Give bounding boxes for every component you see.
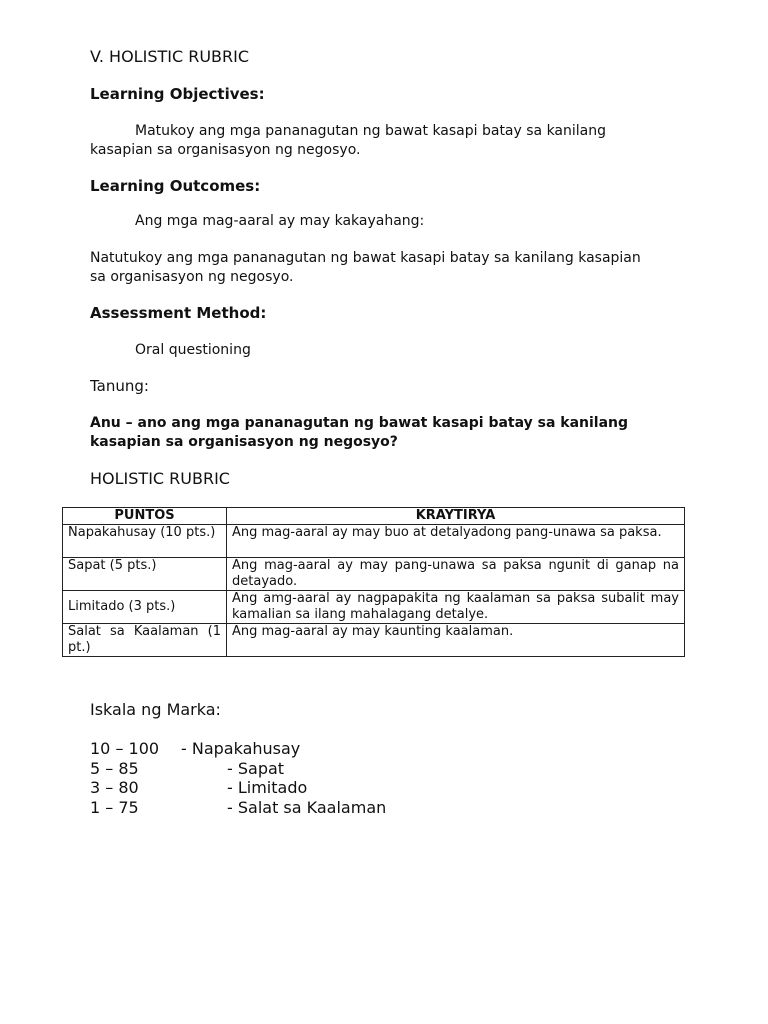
iskala-label: - Salat sa Kaalaman bbox=[227, 798, 387, 817]
rubric-kraytirya-cell: Ang mag-aaral ay may kaunting kaalaman. bbox=[227, 624, 685, 657]
table-row bbox=[63, 591, 685, 624]
learning-objectives-heading: Learning Objectives: bbox=[90, 85, 265, 103]
rubric-kraytirya-cell: Ang mag-aaral ay may buo at detalyadong pang-unawa sa paksa. bbox=[227, 525, 685, 558]
assessment-method-heading: Assessment Method: bbox=[90, 304, 267, 322]
table-row bbox=[63, 558, 685, 591]
rubric-header-puntos: PUNTOS bbox=[63, 508, 227, 525]
rubric-table bbox=[62, 507, 685, 657]
rubric-puntos-cell: Salat sa Kaalaman (1 pt.) bbox=[63, 624, 227, 657]
iskala-label: - Napakahusay bbox=[181, 739, 301, 758]
tanong-label: Tanung: bbox=[90, 377, 149, 395]
rubric-kraytirya-cell: Ang amg-aaral ay nagpapakita ng kaalaman sa paksa subalit may kamalian sa ilang mahalagang detalye. bbox=[227, 591, 685, 624]
iskala-title: Iskala ng Marka: bbox=[90, 700, 221, 719]
rubric-header-row bbox=[63, 508, 685, 525]
rubric-puntos-cell: Limitado (3 pts.) bbox=[63, 591, 227, 624]
table-row bbox=[63, 624, 685, 657]
learning-outcomes-heading: Learning Outcomes: bbox=[90, 177, 261, 195]
learning-outcomes-text: Natutukoy ang mga pananagutan ng bawat kasapi batay sa kanilang kasapian sa organisasyon ng negosyo. bbox=[90, 250, 641, 285]
rubric-puntos-cell: Napakahusay (10 pts.) bbox=[63, 525, 227, 558]
table-row bbox=[63, 525, 685, 558]
rubric-title: HOLISTIC RUBRIC bbox=[90, 469, 230, 488]
iskala-label: - Sapat bbox=[227, 759, 285, 778]
iskala-range: 10 – 100 bbox=[90, 739, 160, 758]
learning-objectives-text: Matukoy ang mga pananagutan ng bawat kasapi batay sa kanilang kasapian sa organisasyon ng negosyo. bbox=[90, 123, 607, 158]
iskala-range: 3 – 80 bbox=[90, 778, 139, 797]
section-title: V. HOLISTIC RUBRIC bbox=[90, 47, 250, 66]
iskala-label: - Limitado bbox=[227, 778, 308, 797]
learning-outcomes-intro: Ang mga mag-aaral ay may kakayahang: bbox=[135, 213, 425, 229]
rubric-puntos-cell: Sapat (5 pts.) bbox=[63, 558, 227, 591]
assessment-method-value: Oral questioning bbox=[135, 342, 251, 358]
question-text: Anu – ano ang mga pananagutan ng bawat kasapi batay sa kanilang kasapian sa organisasyon ng negosyo? bbox=[90, 415, 629, 450]
iskala-range: 5 – 85 bbox=[90, 759, 139, 778]
rubric-header-kraytirya: KRAYTIRYA bbox=[227, 508, 685, 525]
iskala-range: 1 – 75 bbox=[90, 798, 139, 817]
rubric-kraytirya-cell: Ang mag-aaral ay may pang-unawa sa paksa ngunit di ganap na detayado. bbox=[227, 558, 685, 591]
